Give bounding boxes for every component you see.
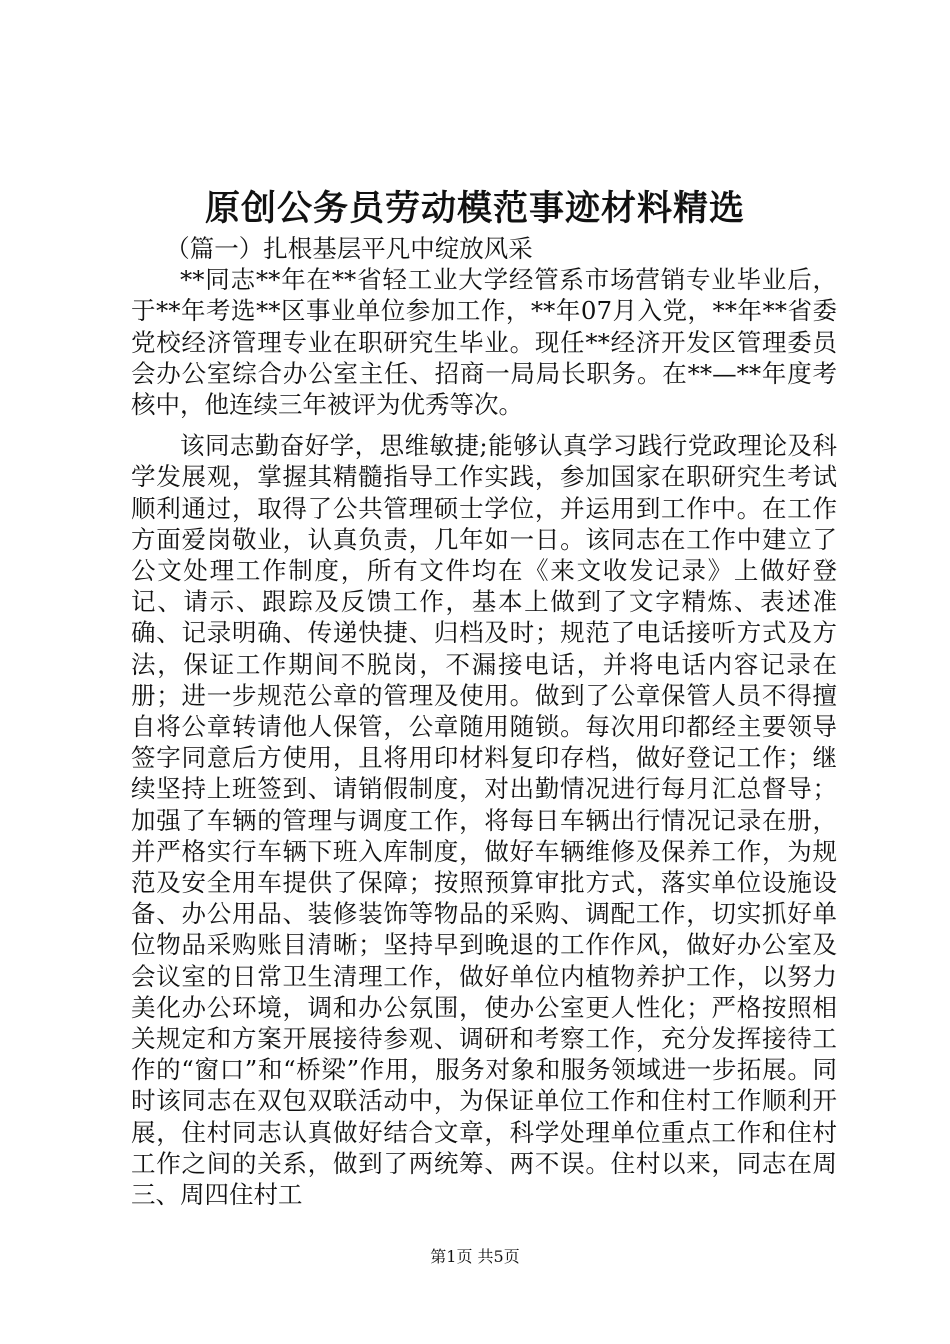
- document-body: [131, 233, 837, 1210]
- page-footer: 第1页 共5页: [430, 1247, 520, 1266]
- section-heading: （篇一）扎根基层平凡中绽放风采: [165, 234, 533, 263]
- paragraph: **同志**年在**省轻工业大学经管系市场营销专业毕业后，于**年考选**区事业单位参加工作，**年07月入党，**年**省委党校经济管理专业在职研究生毕业。现任**经济开发区管理委员会办公室综合办公室主任、招商一局局长职务。在**—**年度考核中，他连续三年被评为优秀等次。: [131, 265, 837, 420]
- paragraph: 该同志勤奋好学，思维敏捷;能够认真学习践行党政理论及科学发展观，掌握其精髓指导工作实践，参加国家在职研究生考试顺利通过，取得了公共管理硕士学位，并运用到工作中。在工作方面爱岗敬业，认真负责，几年如一日。该同志在工作中建立了公文处理工作制度，所有文件均在《来文收发记录》上做好登记、请示、跟踪及反馈工作，基本上做到了文字精炼、表述准确、记录明确、传递快捷、归档及时；规范了电话接听方式及方法，保证工作期间不脱岗，不漏接电话，并将电话内容记录在册；进一步规范公章的管理及使用。做到了公章保管人员不得擅自将公章转请他人保管，公章随用随锁。每次用印都经主要领导签字同意后方使用，且将用印材料复印存档，做好登记工作；继续坚持上班签到、请销假制度，对出勤情况进行每月汇总督导；加强了车辆的管理与调度工作，将每日车辆出行情况记录在册，并严格实行车辆下班入库制度，做好车辆维修及保养工作，为规范及安全用车提供了保障；按照预算审批方式，落实单位设施设备、办公用品、装修装饰等物品的采购、调配工作，切实抓好单位物品采购账目清晰；坚持早到晚退的工作作风，做好办公室及会议室的日常卫生清理工作，做好单位内植物养护工作，以努力美化办公环境，调和办公氛围，使办公室更人性化；严格按照相关规定和方案开展接待参观、调研和考察工作，充分发挥接待工作的“窗口”和“桥梁”作用，服务对象和服务领域进一步拓展。同时该同志在双包双联活动中，为保证单位工作和住村工作顺利开展，住村同志认真做好结合文章，科学处理单位重点工作和住村工作之间的关系，做到了两统筹、两不误。住村以来，同志在周三、周四住村工: [131, 431, 837, 1210]
- document-title: 原创公务员劳动模范事迹材料精选: [204, 189, 745, 229]
